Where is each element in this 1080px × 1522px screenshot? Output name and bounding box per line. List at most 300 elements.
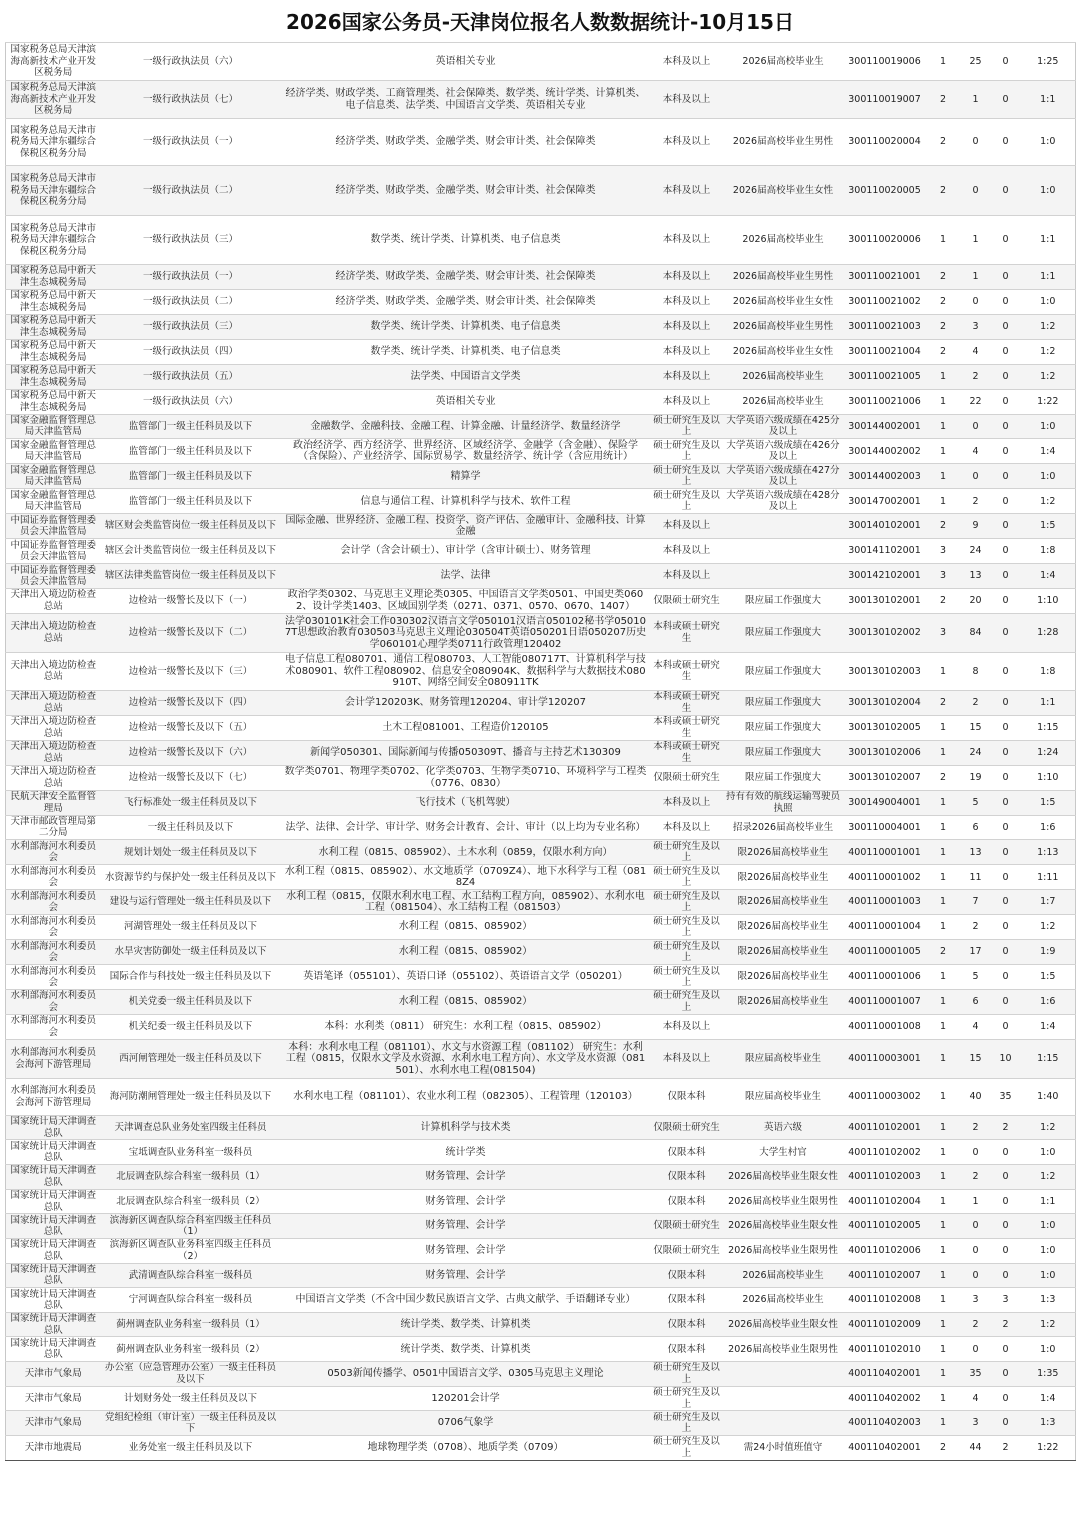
cell-requirement: [723, 81, 844, 119]
cell-education: 硕士研究生及以上: [651, 865, 723, 890]
cell-position-code: 300110020006: [844, 216, 926, 265]
cell-ratio: 1:0: [1021, 166, 1076, 216]
cell-education: 仅限本科: [651, 1263, 723, 1288]
cell-applicants: 0: [961, 1263, 991, 1288]
cell-position-code: 300110021005: [844, 364, 926, 389]
cell-position-code: 300110019007: [844, 81, 926, 119]
cell-approved: 0: [991, 1411, 1021, 1436]
cell-ratio: 1:6: [1021, 989, 1076, 1014]
cell-position: 边检站一级警长及以下（七）: [101, 765, 281, 790]
cell-requirement: 2026届高校毕业生限男性: [723, 1337, 844, 1362]
cell-position: 规划计划处一级主任科员及以下: [101, 840, 281, 865]
cell-ratio: 1:4: [1021, 439, 1076, 464]
cell-major: 经济学类、财政学类、工商管理类、社会保障类、数学类、统计学类、计算机类、电子信息类、法学类、中国语言文学类、英语相关专业: [281, 81, 651, 119]
cell-department: 水利部海河水利委员会海河下游管理局: [6, 1039, 101, 1078]
cell-department: 国家税务总局中新天津生态城税务局: [6, 339, 101, 364]
cell-approved: 0: [991, 216, 1021, 265]
cell-position-code: 300110004001: [844, 815, 926, 840]
cell-major: 水利工程（0815、085902）、水文地质学（0709Z4）、地下水科学与工程（0818Z4: [281, 865, 651, 890]
cell-applicants: 1: [961, 216, 991, 265]
cell-requirement: 持有有效的航线运输驾驶员执照: [723, 790, 844, 815]
cell-approved: 0: [991, 715, 1021, 740]
table-row: [6, 652, 1076, 690]
cell-position-code: 300110021002: [844, 289, 926, 314]
cell-department: 国家金融监督管理总局天津监管局: [6, 439, 101, 464]
cell-department: 国家统计局天津调查总队: [6, 1214, 101, 1239]
cell-position: 边检站一级警长及以下（六）: [101, 740, 281, 765]
cell-applicants: 0: [961, 464, 991, 489]
cell-approved: 0: [991, 965, 1021, 990]
cell-requirement: [723, 514, 844, 539]
cell-education: 本科及以上: [651, 514, 723, 539]
cell-quota: 1: [926, 1014, 961, 1039]
cell-position-code: 400110102001: [844, 1115, 926, 1140]
cell-major: 会计学（含会计硕士）、审计学（含审计硕士）、财务管理: [281, 539, 651, 564]
cell-department: 国家统计局天津调查总队: [6, 1115, 101, 1140]
table-row: [6, 289, 1076, 314]
cell-major: 数学类、统计学类、计算机类、电子信息类: [281, 314, 651, 339]
cell-education: 硕士研究生及以上: [651, 1411, 723, 1436]
cell-requirement: 限应届工作强度大: [723, 690, 844, 715]
cell-requirement: [723, 1386, 844, 1411]
cell-requirement: [723, 1362, 844, 1387]
cell-approved: 2: [991, 1115, 1021, 1140]
table-row: [6, 464, 1076, 489]
cell-requirement: 限2026届高校毕业生: [723, 890, 844, 915]
table-row: [6, 890, 1076, 915]
cell-requirement: 2026届高校毕业生限女性: [723, 1214, 844, 1239]
cell-quota: 1: [926, 989, 961, 1014]
cell-education: 硕士研究生及以上: [651, 489, 723, 514]
cell-requirement: 大学英语六级成绩在425分及以上: [723, 414, 844, 439]
cell-ratio: 1:15: [1021, 715, 1076, 740]
cell-approved: 0: [991, 989, 1021, 1014]
cell-position-code: 300144002003: [844, 464, 926, 489]
table-row: [6, 514, 1076, 539]
cell-position-code: 300110020005: [844, 166, 926, 216]
cell-position: 北辰调查队综合科室一级科员（1）: [101, 1165, 281, 1190]
cell-applicants: 7: [961, 890, 991, 915]
cell-applicants: 2: [961, 1115, 991, 1140]
cell-applicants: 9: [961, 514, 991, 539]
cell-approved: 0: [991, 1386, 1021, 1411]
cell-position: 海河防潮闸管理处一级主任科员及以下: [101, 1078, 281, 1115]
table-row: [6, 1140, 1076, 1165]
cell-education: 仅限硕士研究生: [651, 765, 723, 790]
cell-ratio: 1:2: [1021, 1115, 1076, 1140]
table-row: [6, 216, 1076, 265]
table-row: [6, 1362, 1076, 1387]
cell-department: 国家税务总局中新天津生态城税务局: [6, 314, 101, 339]
cell-position: 滨海新区调查队业务科室四级主任科员（2）: [101, 1238, 281, 1263]
cell-applicants: 6: [961, 989, 991, 1014]
cell-position: 辖区会计类监管岗位一级主任科员及以下: [101, 539, 281, 564]
cell-department: 天津出入境边防检查总站: [6, 690, 101, 715]
cell-applicants: 40: [961, 1078, 991, 1115]
cell-applicants: 24: [961, 539, 991, 564]
cell-department: 天津出入境边防检查总站: [6, 588, 101, 613]
cell-approved: 10: [991, 1039, 1021, 1078]
cell-position: 监管部门一级主任科员及以下: [101, 414, 281, 439]
cell-department: 水利部海河水利委员会: [6, 915, 101, 940]
cell-position: 一级行政执法员（二）: [101, 166, 281, 216]
cell-applicants: 4: [961, 339, 991, 364]
cell-ratio: 1:11: [1021, 865, 1076, 890]
cell-department: 国家统计局天津调查总队: [6, 1189, 101, 1214]
cell-education: 仅限硕士研究生: [651, 1115, 723, 1140]
table-row: [6, 339, 1076, 364]
cell-position-code: 400110001008: [844, 1014, 926, 1039]
cell-requirement: 2026届高校毕业生: [723, 1288, 844, 1313]
cell-department: 中国证券监督管理委员会天津监管局: [6, 564, 101, 589]
cell-ratio: 1:4: [1021, 1014, 1076, 1039]
cell-position-code: 300130102003: [844, 652, 926, 690]
cell-applicants: 17: [961, 940, 991, 965]
cell-quota: 1: [926, 1288, 961, 1313]
cell-quota: 2: [926, 588, 961, 613]
cell-major: 法学、法律、会计学、审计学、财务会计教育、会计、审计（以上均为专业名称）: [281, 815, 651, 840]
table-row: [6, 314, 1076, 339]
cell-ratio: 1:0: [1021, 1238, 1076, 1263]
cell-department: 国家税务总局天津滨海高新技术产业开发区税务局: [6, 81, 101, 119]
cell-quota: 1: [926, 389, 961, 414]
cell-ratio: 1:2: [1021, 364, 1076, 389]
cell-quota: 1: [926, 43, 961, 81]
cell-position-code: 300110020004: [844, 119, 926, 166]
cell-applicants: 15: [961, 1039, 991, 1078]
cell-position-code: 400110102004: [844, 1189, 926, 1214]
cell-education: 硕士研究生及以上: [651, 1386, 723, 1411]
cell-applicants: 0: [961, 414, 991, 439]
cell-position: 业务处室一级主任科员及以下: [101, 1435, 281, 1460]
cell-position: 监管部门一级主任科员及以下: [101, 439, 281, 464]
table-row: [6, 439, 1076, 464]
table-row: [6, 166, 1076, 216]
cell-approved: 0: [991, 1238, 1021, 1263]
cell-applicants: 2: [961, 364, 991, 389]
cell-major: 法学、法律: [281, 564, 651, 589]
cell-department: 天津市气象局: [6, 1386, 101, 1411]
cell-education: 仅限本科: [651, 1312, 723, 1337]
cell-department: 国家统计局天津调查总队: [6, 1238, 101, 1263]
cell-education: 本科及以上: [651, 389, 723, 414]
cell-requirement: 2026届高校毕业生男性: [723, 265, 844, 290]
cell-major: 精算学: [281, 464, 651, 489]
cell-major: 财务管理、会计学: [281, 1214, 651, 1239]
cell-department: 天津市邮政管理局第二分局: [6, 815, 101, 840]
cell-quota: 1: [926, 414, 961, 439]
cell-major: 本科：水利水电工程（081101）、水文与水资源工程（081102） 研究生：水利工程（0815，仅限水文学及水资源、水利水电工程方向）、水文学及水资源（081501）、水利水电工程(081504): [281, 1039, 651, 1078]
cell-quota: 1: [926, 1238, 961, 1263]
cell-applicants: 4: [961, 439, 991, 464]
cell-ratio: 1:2: [1021, 489, 1076, 514]
cell-department: 天津出入境边防检查总站: [6, 715, 101, 740]
cell-department: 国家税务总局天津滨海高新技术产业开发区税务局: [6, 43, 101, 81]
cell-position: 一级行政执法员（六）: [101, 43, 281, 81]
cell-ratio: 1:9: [1021, 940, 1076, 965]
cell-education: 本科及以上: [651, 216, 723, 265]
table-row: [6, 790, 1076, 815]
cell-major: 会计学120203K、财务管理120204、审计学120207: [281, 690, 651, 715]
cell-position-code: 300142102001: [844, 564, 926, 589]
table-row: [6, 1386, 1076, 1411]
cell-ratio: 1:5: [1021, 965, 1076, 990]
cell-quota: 1: [926, 439, 961, 464]
table-row: [6, 690, 1076, 715]
cell-department: 国家统计局天津调查总队: [6, 1263, 101, 1288]
cell-approved: 0: [991, 166, 1021, 216]
cell-ratio: 1:1: [1021, 81, 1076, 119]
cell-position-code: 400110102003: [844, 1165, 926, 1190]
cell-education: 仅限本科: [651, 1189, 723, 1214]
cell-position: 辖区法律类监管岗位一级主任科员及以下: [101, 564, 281, 589]
cell-quota: 1: [926, 1263, 961, 1288]
cell-major: 土木工程081001、工程造价120105: [281, 715, 651, 740]
cell-ratio: 1:10: [1021, 588, 1076, 613]
cell-major: 国际金融、世界经济、金融工程、投资学、资产评估、金融审计、金融科技、计算金融: [281, 514, 651, 539]
cell-education: 本科及以上: [651, 564, 723, 589]
cell-major: 水利工程（0815、085902）: [281, 989, 651, 1014]
cell-education: 本科及以上: [651, 289, 723, 314]
cell-department: 国家税务总局天津市税务局天津东疆综合保税区税务分局: [6, 216, 101, 265]
cell-major: 经济学类、财政学类、金融学类、财会审计类、社会保障类: [281, 166, 651, 216]
cell-applicants: 5: [961, 790, 991, 815]
cell-approved: 0: [991, 915, 1021, 940]
cell-approved: 0: [991, 489, 1021, 514]
cell-position: 一级行政执法员（六）: [101, 389, 281, 414]
cell-requirement: 招录2026届高校毕业生: [723, 815, 844, 840]
cell-position: 建设与运行管理处一级主任科员及以下: [101, 890, 281, 915]
table-row: [6, 1435, 1076, 1460]
cell-education: 硕士研究生及以上: [651, 414, 723, 439]
table-row: [6, 43, 1076, 81]
cell-major: 数学类、统计学类、计算机类、电子信息类: [281, 216, 651, 265]
cell-position: 边检站一级警长及以下（一）: [101, 588, 281, 613]
cell-department: 国家统计局天津调查总队: [6, 1140, 101, 1165]
cell-requirement: 需24小时值班值守: [723, 1435, 844, 1460]
table-row: [6, 364, 1076, 389]
cell-requirement: 限应届工作强度大: [723, 740, 844, 765]
cell-position-code: 400110402001: [844, 1362, 926, 1387]
cell-major: 飞行技术（飞机驾驶）: [281, 790, 651, 815]
cell-ratio: 1:0: [1021, 1263, 1076, 1288]
cell-quota: 2: [926, 166, 961, 216]
cell-requirement: 限应届工作强度大: [723, 715, 844, 740]
cell-major: 0503新闻传播学、0501中国语言文学、0305马克思主义理论: [281, 1362, 651, 1387]
cell-position: 边检站一级警长及以下（四）: [101, 690, 281, 715]
cell-ratio: 1:28: [1021, 613, 1076, 652]
cell-quota: 3: [926, 539, 961, 564]
cell-major: 水利水电工程（081101）、农业水利工程（082305）、工程管理（120103）: [281, 1078, 651, 1115]
cell-ratio: 1:1: [1021, 1189, 1076, 1214]
cell-ratio: 1:4: [1021, 564, 1076, 589]
cell-position-code: 400110102002: [844, 1140, 926, 1165]
cell-position: 计划财务处一级主任科员及以下: [101, 1386, 281, 1411]
cell-applicants: 19: [961, 765, 991, 790]
cell-education: 硕士研究生及以上: [651, 989, 723, 1014]
cell-approved: 0: [991, 1263, 1021, 1288]
cell-major: 水利工程（0815、085902）: [281, 915, 651, 940]
cell-quota: 1: [926, 1386, 961, 1411]
cell-department: 水利部海河水利委员会: [6, 940, 101, 965]
cell-quota: 2: [926, 289, 961, 314]
cell-position-code: 400110102008: [844, 1288, 926, 1313]
cell-education: 本科及以上: [651, 314, 723, 339]
cell-requirement: 2026届高校毕业生男性: [723, 314, 844, 339]
cell-requirement: [723, 1411, 844, 1436]
cell-department: 水利部海河水利委员会: [6, 890, 101, 915]
cell-position-code: 400110102009: [844, 1312, 926, 1337]
cell-quota: 1: [926, 1214, 961, 1239]
cell-education: 硕士研究生及以上: [651, 890, 723, 915]
cell-quota: 2: [926, 765, 961, 790]
cell-ratio: 1:6: [1021, 815, 1076, 840]
table-row: [6, 1165, 1076, 1190]
cell-education: 本科及以上: [651, 119, 723, 166]
cell-ratio: 1:0: [1021, 1214, 1076, 1239]
cell-major: 英语相关专业: [281, 389, 651, 414]
cell-ratio: 1:25: [1021, 43, 1076, 81]
table-row: [6, 564, 1076, 589]
cell-applicants: 3: [961, 1411, 991, 1436]
cell-department: 天津出入境边防检查总站: [6, 740, 101, 765]
cell-quota: 1: [926, 1165, 961, 1190]
cell-education: 本科及以上: [651, 265, 723, 290]
table-row: [6, 1337, 1076, 1362]
table-body: [6, 43, 1076, 1461]
table-row: [6, 915, 1076, 940]
cell-education: 本科或硕士研究生: [651, 613, 723, 652]
cell-position-code: 400110402003: [844, 1411, 926, 1436]
cell-ratio: 1:3: [1021, 1288, 1076, 1313]
cell-ratio: 1:2: [1021, 339, 1076, 364]
cell-quota: 1: [926, 1362, 961, 1387]
cell-major: 财务管理、会计学: [281, 1189, 651, 1214]
cell-requirement: 大学生村官: [723, 1140, 844, 1165]
cell-position-code: 300149004001: [844, 790, 926, 815]
table-row: [6, 1189, 1076, 1214]
cell-ratio: 1:2: [1021, 1312, 1076, 1337]
cell-education: 仅限硕士研究生: [651, 1214, 723, 1239]
cell-position-code: 300110021006: [844, 389, 926, 414]
table-row: [6, 389, 1076, 414]
cell-education: 仅限硕士研究生: [651, 588, 723, 613]
cell-quota: 1: [926, 1039, 961, 1078]
table-row: [6, 1238, 1076, 1263]
cell-position: 机关党委一级主任科员及以下: [101, 989, 281, 1014]
cell-education: 本科及以上: [651, 539, 723, 564]
cell-requirement: 大学英语六级成绩在427分及以上: [723, 464, 844, 489]
table-row: [6, 489, 1076, 514]
cell-ratio: 1:22: [1021, 1435, 1076, 1460]
cell-ratio: 1:1: [1021, 265, 1076, 290]
cell-position: 天津调查总队业务处室四级主任科员: [101, 1115, 281, 1140]
cell-ratio: 1:40: [1021, 1078, 1076, 1115]
table-row: [6, 588, 1076, 613]
cell-requirement: 2026届高校毕业生限女性: [723, 1165, 844, 1190]
cell-requirement: 2026届高校毕业生: [723, 364, 844, 389]
cell-position-code: 300140102001: [844, 514, 926, 539]
cell-department: 国家统计局天津调查总队: [6, 1312, 101, 1337]
cell-quota: 2: [926, 81, 961, 119]
cell-education: 本科及以上: [651, 43, 723, 81]
cell-approved: 0: [991, 1362, 1021, 1387]
cell-requirement: 限应届高校毕业生: [723, 1039, 844, 1078]
cell-applicants: 0: [961, 289, 991, 314]
cell-position: 武清调查队综合科室一级科员: [101, 1263, 281, 1288]
cell-ratio: 1:15: [1021, 1039, 1076, 1078]
cell-approved: 0: [991, 464, 1021, 489]
cell-position: 国际合作与科技处一级主任科员及以下: [101, 965, 281, 990]
cell-department: 天津市地震局: [6, 1435, 101, 1460]
cell-major: 法学030101K社会工作030302汉语言文学050101汉语言050102秘书学050107T思想政治教育030503马克思主义理论030504T英语050201日语050207历史学060101心理学类0711行政管理120402: [281, 613, 651, 652]
cell-requirement: 限2026届高校毕业生: [723, 915, 844, 940]
cell-approved: 0: [991, 339, 1021, 364]
cell-quota: 1: [926, 216, 961, 265]
cell-education: 硕士研究生及以上: [651, 1362, 723, 1387]
cell-major: 中国语言文学类（不含中国少数民族语言文学、古典文献学、手语翻译专业）: [281, 1288, 651, 1313]
cell-quota: 1: [926, 1189, 961, 1214]
cell-major: 法学类、中国语言文学类: [281, 364, 651, 389]
cell-approved: 0: [991, 389, 1021, 414]
cell-applicants: 0: [961, 1214, 991, 1239]
cell-applicants: 3: [961, 1288, 991, 1313]
cell-ratio: 1:24: [1021, 740, 1076, 765]
cell-major: 财务管理、会计学: [281, 1263, 651, 1288]
table-row: [6, 539, 1076, 564]
cell-department: 天津市气象局: [6, 1362, 101, 1387]
cell-major: 120201会计学: [281, 1386, 651, 1411]
cell-quota: 2: [926, 1435, 961, 1460]
cell-applicants: 22: [961, 389, 991, 414]
cell-ratio: 1:13: [1021, 840, 1076, 865]
table-row: [6, 1014, 1076, 1039]
cell-quota: 1: [926, 890, 961, 915]
table-row: [6, 989, 1076, 1014]
cell-position: 蓟州调查队业务科室一级科员（1）: [101, 1312, 281, 1337]
cell-department: 民航天津安全监督管理局: [6, 790, 101, 815]
cell-approved: 0: [991, 1214, 1021, 1239]
cell-department: 国家统计局天津调查总队: [6, 1165, 101, 1190]
cell-major: 政治学类0302、马克思主义理论类0305、中国语言文学类0501、中国史类0602、设计学类1403、区域国别学类（0271、0371、0570、0670、1407）: [281, 588, 651, 613]
cell-approved: 0: [991, 890, 1021, 915]
cell-quota: 1: [926, 1337, 961, 1362]
cell-ratio: 1:3: [1021, 1411, 1076, 1436]
cell-major: 经济学类、财政学类、金融学类、财会审计类、社会保障类: [281, 289, 651, 314]
cell-requirement: 2026届高校毕业生男性: [723, 119, 844, 166]
cell-education: 仅限本科: [651, 1140, 723, 1165]
cell-quota: 3: [926, 613, 961, 652]
cell-applicants: 15: [961, 715, 991, 740]
cell-major: 财务管理、会计学: [281, 1165, 651, 1190]
cell-quota: 1: [926, 1078, 961, 1115]
cell-requirement: 大学英语六级成绩在428分及以上: [723, 489, 844, 514]
cell-major: 地球物理学类（0708）、地质学类（0709）: [281, 1435, 651, 1460]
cell-ratio: 1:10: [1021, 765, 1076, 790]
cell-department: 水利部海河水利委员会: [6, 989, 101, 1014]
cell-approved: 0: [991, 265, 1021, 290]
cell-position-code: 300147002001: [844, 489, 926, 514]
cell-applicants: 1: [961, 81, 991, 119]
cell-major: 经济学类、财政学类、金融学类、财会审计类、社会保障类: [281, 265, 651, 290]
cell-position-code: 300144002002: [844, 439, 926, 464]
cell-applicants: 13: [961, 840, 991, 865]
cell-position-code: 400110402001: [844, 1435, 926, 1460]
cell-approved: 2: [991, 1435, 1021, 1460]
cell-position-code: 300130102006: [844, 740, 926, 765]
cell-position: 办公室（应急管理办公室）一级主任科员及以下: [101, 1362, 281, 1387]
cell-major: 水利工程（0815、085902）: [281, 940, 651, 965]
